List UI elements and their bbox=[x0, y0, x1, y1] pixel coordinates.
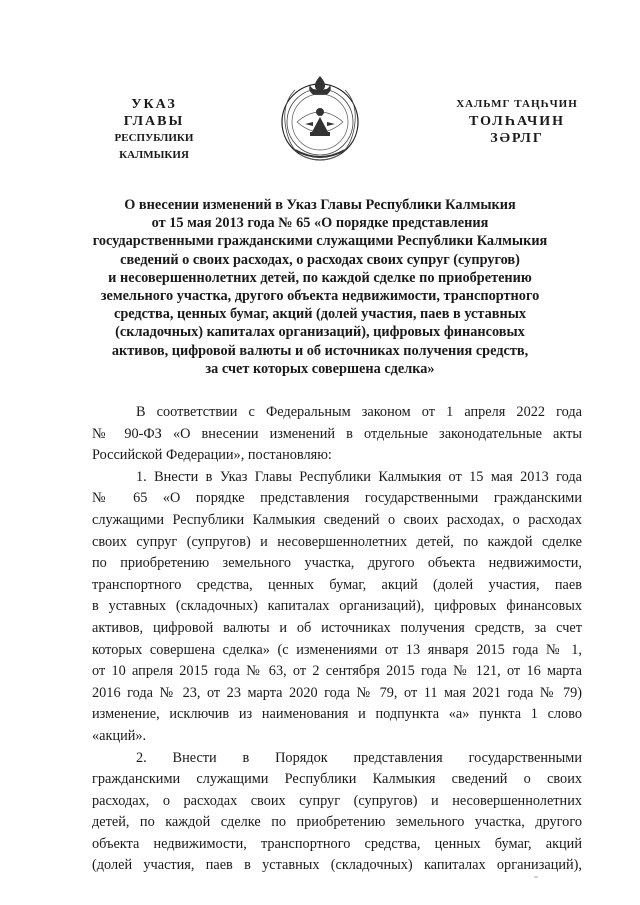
body-line: по приобретению земельного участка, другого объекта недвижимости, bbox=[92, 555, 582, 572]
title-line: государственными гражданскими служащими Республики Калмыкия bbox=[92, 233, 548, 250]
body-line: от 10 апреля 2015 года № 63, от 2 сентября 2015 года № 121, от 16 марта bbox=[92, 663, 582, 680]
header-right-line-3: ЗӘРЛГ bbox=[490, 131, 544, 146]
header-left-line-2: ГЛАВЫ bbox=[123, 114, 185, 129]
body-line: № 90-ФЗ «О внесении изменений в отдельные законодательные акты bbox=[92, 425, 582, 442]
body-line: № 65 «О порядке представления государственными гражданскими bbox=[92, 490, 582, 507]
header-left-block bbox=[84, 96, 224, 164]
body-line: 2016 года № 23, от 23 марта 2020 года № 79, от 11 мая 2021 года № 79) bbox=[92, 684, 582, 701]
body-line: служащими Республики Калмыкия сведений о своих расходах, о расходах bbox=[92, 511, 582, 528]
body-line: объекта недвижимости, транспортного средства, ценных бумаг, акций bbox=[92, 835, 582, 852]
body-line: которых совершена сделка» (с изменениями от 13 января 2015 года № 1, bbox=[92, 641, 582, 658]
header-right-block bbox=[452, 96, 582, 147]
title-line: и несовершеннолетних детей, по каждой сделке по приобретению bbox=[108, 269, 532, 286]
body-line: своих супруг (супругов) и несовершеннолетних детей, по каждой сделке bbox=[92, 533, 582, 550]
title-line: (складочных) капиталах организаций), цифровых финансовых bbox=[115, 324, 525, 341]
body-line: В соответствии с Федеральным законом от 1 апреля 2022 года bbox=[136, 404, 582, 420]
header-left-line-3: РЕСПУБЛИКИ КАЛМЫКИЯ bbox=[114, 132, 194, 161]
body-line: активов, цифровой валюты и об источниках получения средств, за счет bbox=[92, 619, 582, 636]
title-line: за счет которых совершена сделка» bbox=[205, 360, 435, 377]
title-line: средства, ценных бумаг, акций (долей участия, паев в уставных bbox=[113, 306, 527, 323]
title-line: активов, цифровой валюты и об источниках получения средств, bbox=[111, 342, 529, 359]
title-line: от 15 мая 2013 года № 65 «О порядке представления bbox=[151, 215, 489, 232]
body-line: 2. Внести в Порядок представления государственными bbox=[136, 749, 582, 766]
header-right-line-1: ХАЛЬМГ ТАҢҺЧИН bbox=[456, 98, 578, 110]
header-left-line-1: УКАЗ bbox=[131, 97, 177, 112]
body-line: «акций». bbox=[92, 727, 147, 744]
body-line: расходах, о расходах своих супруг (супругов) и несовершеннолетних bbox=[92, 792, 582, 809]
body-line: детей, по каждой сделке по приобретению земельного участка, другого bbox=[92, 814, 582, 831]
scan-speck bbox=[534, 876, 538, 878]
coat-of-arms-emblem-icon bbox=[277, 72, 363, 166]
title-line: О внесении изменений в Указ Главы Республики Калмыкия bbox=[124, 197, 516, 213]
body-line: (долей участия, паев в уставных (складочных) капиталах организаций), bbox=[92, 857, 582, 874]
body-line: 1. Внести в Указ Главы Республики Калмыкия от 15 мая 2013 года bbox=[136, 468, 582, 485]
body-line: изменение, исключив из наименования и подпункта «а» пункта 1 слово bbox=[92, 706, 582, 723]
body-line: гражданскими служащими Республики Калмыкия сведений о своих bbox=[92, 771, 582, 788]
document-body bbox=[92, 402, 582, 877]
header-right-line-2: ТОЛҺАЧИН bbox=[468, 114, 566, 129]
title-line: земельного участка, другого объекта недвижимости, транспортного bbox=[100, 288, 540, 305]
body-line: в уставных (складочных) капиталах организаций), цифровых финансовых bbox=[92, 598, 582, 615]
title-line: сведений о своих расходах, о расходах своих супруг (супругов) bbox=[120, 251, 520, 268]
body-line: транспортного средства, ценных бумаг, акций (долей участия, паев bbox=[92, 576, 582, 593]
body-line: Российской Федерации», постановляю: bbox=[92, 447, 332, 464]
document-title bbox=[88, 196, 552, 378]
